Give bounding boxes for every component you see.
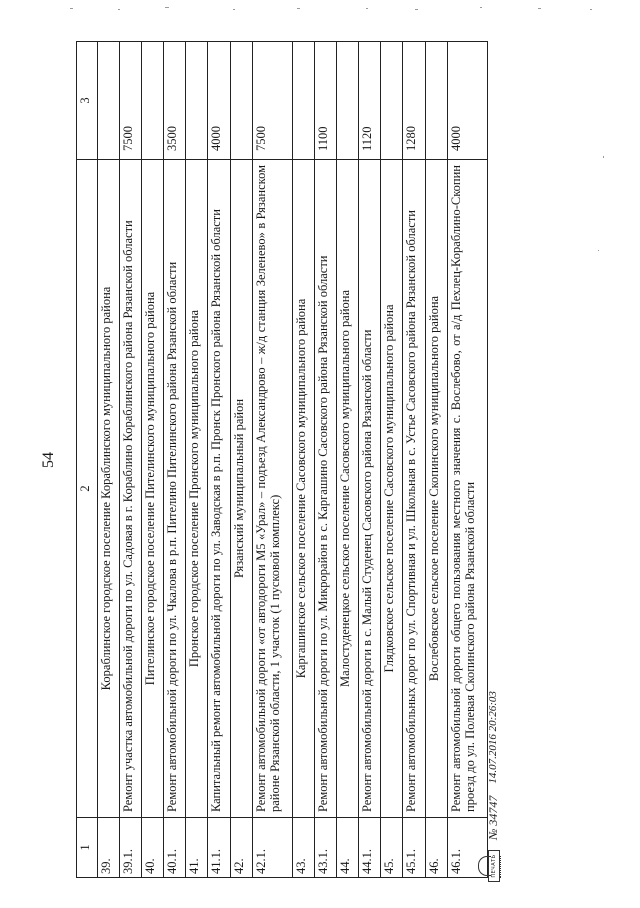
section-title: Пронское городское поселение Пронского муниципального района <box>186 160 208 818</box>
row-number: 41.1. <box>208 818 230 878</box>
row-number: 43.1. <box>315 818 337 878</box>
item-description: Ремонт автомобильной дороги в с. Малый Студенец Сасовского района Рязанской области <box>359 160 381 818</box>
row-amount <box>186 42 208 160</box>
document-number: № 34747 <box>485 795 500 840</box>
row-number: 41. <box>186 818 208 878</box>
section-title: Вослебовское сельское поселение Скопинского муниципального района <box>425 160 447 818</box>
row-amount <box>337 42 359 160</box>
section-title: Каргашинское сельское поселение Сасовского муниципального района <box>292 160 314 818</box>
row-amount: 4000 <box>208 42 230 160</box>
row-number: 46.1. <box>447 818 487 878</box>
item-description: Капитальный ремонт автомобильной дороги по ул. Заводская в р.п. Пронск Пронского района Рязанской области <box>208 160 230 818</box>
table-row <box>120 42 142 878</box>
item-description: Ремонт автомобильной дороги общего пользования местного значения с. Вослебово, от а/д Пехлец-Кораблино-Скопин проезд до ул. Полевая Скопинского района Рязанской области <box>447 160 487 818</box>
section-row <box>425 42 447 878</box>
row-amount: 7500 <box>120 42 142 160</box>
row-amount <box>381 42 403 160</box>
item-description: Ремонт автомобильных дорог по ул. Спортивная и ул. Школьная в с. Устье Сасовского района Рязанской области <box>403 160 425 818</box>
row-number: 43. <box>292 818 314 878</box>
row-number: 42. <box>230 818 252 878</box>
stamp-icon <box>476 848 510 882</box>
table-row <box>315 42 337 878</box>
column-header-3: 3 <box>77 42 98 160</box>
row-amount: 1100 <box>315 42 337 160</box>
document-timestamp: 14.07.2016 20:26:03 <box>487 691 499 784</box>
row-amount: 4000 <box>447 42 487 160</box>
item-description: Ремонт участка автомобильной дороги по ул. Садовая в г. Кораблино Кораблинского района Рязанской области <box>120 160 142 818</box>
row-number: 40. <box>142 818 164 878</box>
row-amount <box>425 42 447 160</box>
row-number: 45.1. <box>403 818 425 878</box>
stamp-label: ПЕЧАТЬ <box>488 850 500 882</box>
section-title: Кораблинское городское поселение Кораблинского муниципального района <box>98 160 120 818</box>
table-row <box>164 42 186 878</box>
row-amount <box>142 42 164 160</box>
section-row <box>186 42 208 878</box>
table-row <box>252 42 292 878</box>
budget-table <box>76 41 488 878</box>
column-header-2: 2 <box>77 160 98 818</box>
row-amount <box>230 42 252 160</box>
section-row <box>381 42 403 878</box>
section-row <box>337 42 359 878</box>
item-description: Ремонт автомобильной дороги по ул. Чкалова в р.п. Пителино Пителинского района Рязанской области <box>164 160 186 818</box>
section-row <box>142 42 164 878</box>
column-header-1: 1 <box>77 818 98 878</box>
row-amount: 7500 <box>252 42 292 160</box>
row-number: 44. <box>337 818 359 878</box>
row-number: 45. <box>381 818 403 878</box>
section-title: Пителинское городское поселение Пителинского муниципального района <box>142 160 164 818</box>
item-description: Ремонт автомобильной дороги по ул. Микрорайон в с. Каргашино Сасовского района Рязанской области <box>315 160 337 818</box>
row-amount: 3500 <box>164 42 186 160</box>
section-title: Малостуденецкое сельское поселение Сасовского муниципального района <box>337 160 359 818</box>
item-description: Ремонт автомобильной дороги «от автодороги М5 «Урал» – подъезд Александрово – ж/д станция Зеленево» в Рязанском районе Рязанской области, 1 участок (1 пусковой комплекс) <box>252 160 292 818</box>
row-number: 39. <box>98 818 120 878</box>
row-amount <box>98 42 120 160</box>
rotated-page <box>36 12 516 908</box>
section-row <box>98 42 120 878</box>
section-row <box>230 42 252 878</box>
row-number: 44.1. <box>359 818 381 878</box>
section-row <box>292 42 314 878</box>
footer <box>476 691 510 882</box>
row-amount: 1280 <box>403 42 425 160</box>
row-amount: 1120 <box>359 42 381 160</box>
row-number: 40.1. <box>164 818 186 878</box>
table-row <box>208 42 230 878</box>
page-number: 54 <box>40 452 57 468</box>
header-row <box>77 42 98 878</box>
section-title: Рязанский муниципальный район <box>230 160 252 818</box>
row-number: 39.1. <box>120 818 142 878</box>
table-row <box>403 42 425 878</box>
row-number: 46. <box>425 818 447 878</box>
section-title: Глядковское сельское поселение Сасовского муниципального района <box>381 160 403 818</box>
row-number: 42.1. <box>252 818 292 878</box>
table-row <box>359 42 381 878</box>
row-amount <box>292 42 314 160</box>
